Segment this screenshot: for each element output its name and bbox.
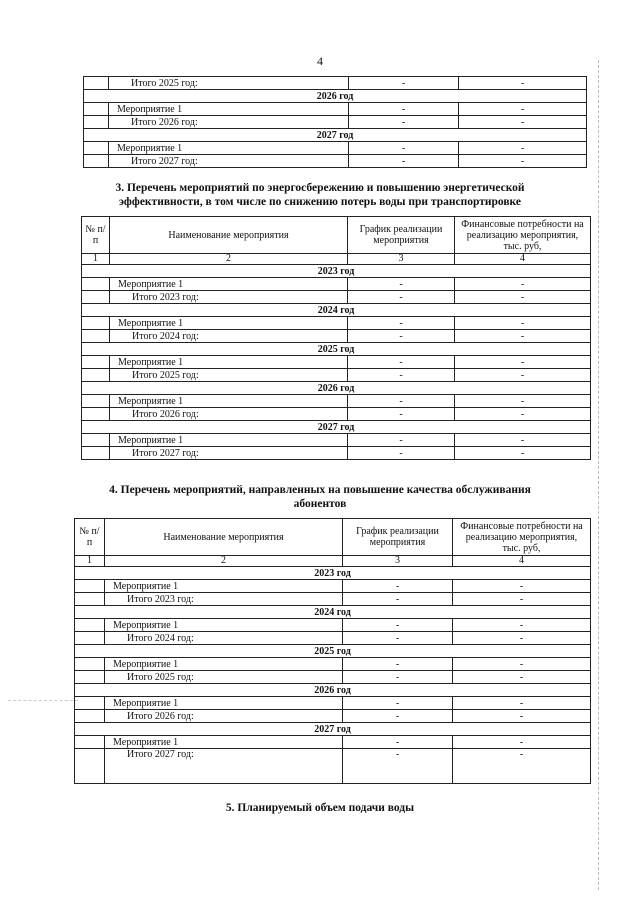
year-label: 2023 год: [82, 265, 591, 278]
column-number-row: [75, 556, 591, 567]
schedule-value: -: [349, 103, 459, 116]
measure-row: [75, 658, 591, 671]
measure-name: Мероприятие 1: [109, 142, 349, 155]
row-number-cell: [75, 749, 105, 784]
finance-value: -: [459, 142, 587, 155]
row-number-cell: [82, 369, 110, 382]
finance-value: -: [459, 103, 587, 116]
section-4-title-line-2: абонентов: [293, 498, 347, 510]
measure-name: Мероприятие 1: [105, 658, 343, 671]
finance-value: -: [455, 395, 591, 408]
total-row: [75, 749, 591, 784]
total-label: Итого 2026 год:: [110, 408, 348, 421]
total-label: Итого 2027 год:: [110, 447, 348, 460]
schedule-value: -: [343, 736, 453, 749]
finance-value: -: [455, 278, 591, 291]
row-number-cell: [75, 580, 105, 593]
measure-row: [75, 697, 591, 710]
total-row: [75, 593, 591, 606]
finance-value: -: [453, 671, 591, 684]
row-number-cell: [84, 116, 109, 129]
row-number-cell: [84, 155, 109, 168]
schedule-value: -: [343, 710, 453, 723]
schedule-value: -: [348, 278, 455, 291]
measure-row: [82, 278, 591, 291]
measure-row: [75, 619, 591, 632]
total-label: Итого 2025 год:: [105, 671, 343, 684]
measure-name: Мероприятие 1: [110, 356, 348, 369]
section-3-title-line-2: эффективности, в том числе по снижению потерь воды при транспортировке: [119, 196, 521, 208]
row-number-cell: [75, 619, 105, 632]
measure-name: Мероприятие 1: [105, 619, 343, 632]
measure-name: Мероприятие 1: [110, 317, 348, 330]
finance-value: -: [455, 317, 591, 330]
finance-value: -: [455, 434, 591, 447]
row-number-cell: [75, 671, 105, 684]
schedule-value: -: [343, 619, 453, 632]
schedule-value: -: [348, 408, 455, 421]
column-number-4: 4: [455, 254, 591, 265]
top-continuation-table: [83, 76, 587, 168]
row-number-cell: [82, 408, 110, 421]
total-row: [75, 671, 591, 684]
total-label: Итого 2026 год:: [105, 710, 343, 723]
section-4-title: [0, 483, 640, 511]
schedule-value: -: [343, 593, 453, 606]
schedule-value: -: [348, 356, 455, 369]
column-number-3: 3: [343, 556, 453, 567]
measure-name: Мероприятие 1: [109, 103, 349, 116]
year-row: [82, 421, 591, 434]
year-row: [84, 129, 587, 142]
year-row: [84, 90, 587, 103]
finance-value: -: [459, 116, 587, 129]
year-label: 2026 год: [84, 90, 587, 103]
section-4-title-line-1: 4. Перечень мероприятий, направленных на повышение качества обслуживания: [109, 484, 531, 496]
measure-row: [75, 580, 591, 593]
finance-value: -: [453, 580, 591, 593]
measure-name: Мероприятие 1: [105, 736, 343, 749]
row-number-cell: [82, 395, 110, 408]
header-finance: Финансовые потребности на реализацию мероприятия, тыс. руб,: [455, 217, 591, 254]
section-4-table: [74, 518, 591, 784]
measure-row: [84, 103, 587, 116]
measure-row: [82, 317, 591, 330]
total-row: [82, 408, 591, 421]
header-number: № п/п: [82, 217, 110, 254]
schedule-value: -: [343, 580, 453, 593]
total-label: Итого 2023 год:: [105, 593, 343, 606]
total-label: Итого 2027 год:: [105, 749, 343, 784]
schedule-value: -: [348, 395, 455, 408]
total-label: Итого 2023 год:: [110, 291, 348, 304]
section-5-title: 5. Планируемый объем подачи воды: [225, 802, 415, 814]
total-label: Итого 2024 год:: [110, 330, 348, 343]
year-row: [82, 343, 591, 356]
schedule-value: -: [348, 369, 455, 382]
page-number: 4: [317, 54, 323, 68]
finance-value: -: [459, 155, 587, 168]
finance-value: -: [455, 408, 591, 421]
schedule-value: -: [343, 658, 453, 671]
year-label: 2025 год: [75, 645, 591, 658]
row-number-cell: [84, 103, 109, 116]
year-row: [75, 723, 591, 736]
finance-value: -: [455, 330, 591, 343]
column-number-3: 3: [348, 254, 455, 265]
total-row: [82, 330, 591, 343]
schedule-value: -: [343, 697, 453, 710]
row-number-cell: [75, 736, 105, 749]
year-row: [75, 645, 591, 658]
column-number-row: [82, 254, 591, 265]
schedule-value: -: [348, 434, 455, 447]
year-row: [82, 382, 591, 395]
year-label: 2026 год: [82, 382, 591, 395]
schedule-value: -: [349, 142, 459, 155]
table-header-row: [75, 519, 591, 556]
measure-row: [82, 356, 591, 369]
finance-value: -: [453, 632, 591, 645]
column-number-2: 2: [105, 556, 343, 567]
scan-margin-line-right: [598, 60, 599, 890]
year-label: 2023 год: [75, 567, 591, 580]
header-schedule: График реализации мероприятия: [348, 217, 455, 254]
row-number-cell: [75, 632, 105, 645]
total-label: Итого 2024 год:: [105, 632, 343, 645]
row-number-cell: [82, 278, 110, 291]
year-label: 2024 год: [82, 304, 591, 317]
finance-value: -: [455, 356, 591, 369]
finance-value: -: [453, 593, 591, 606]
finance-value: -: [455, 447, 591, 460]
row-number-cell: [82, 291, 110, 304]
header-schedule: График реализации мероприятия: [343, 519, 453, 556]
section-3-table: [81, 216, 591, 460]
row-number-cell: [82, 330, 110, 343]
schedule-value: -: [348, 317, 455, 330]
year-label: 2025 год: [82, 343, 591, 356]
schedule-value: -: [343, 749, 453, 784]
row-number-cell: [75, 697, 105, 710]
total-row: [82, 291, 591, 304]
scan-margin-line-left: [8, 700, 78, 741]
schedule-value: -: [349, 116, 459, 129]
year-label: 2027 год: [75, 723, 591, 736]
table-header-row: [82, 217, 591, 254]
schedule-value: -: [349, 155, 459, 168]
year-row: [82, 265, 591, 278]
measure-name: Мероприятие 1: [105, 580, 343, 593]
section-3-title-line-1: 3. Перечень мероприятий по энергосбережению и повышению энергетической: [115, 182, 525, 194]
total-row: [84, 77, 587, 90]
schedule-value: -: [348, 447, 455, 460]
finance-value: -: [453, 736, 591, 749]
row-number-cell: [82, 434, 110, 447]
header-name: Наименование мероприятия: [110, 217, 348, 254]
row-number-cell: [82, 447, 110, 460]
finance-value: -: [459, 77, 587, 90]
section-3-title: [0, 181, 640, 209]
row-number-cell: [82, 317, 110, 330]
column-number-4: 4: [453, 556, 591, 567]
finance-value: -: [455, 369, 591, 382]
row-number-cell: [75, 710, 105, 723]
finance-value: -: [455, 291, 591, 304]
finance-value: -: [453, 697, 591, 710]
measure-name: Мероприятие 1: [105, 697, 343, 710]
column-number-1: 1: [75, 556, 105, 567]
row-number-cell: [82, 356, 110, 369]
total-label: Итого 2025 год:: [110, 369, 348, 382]
header-name: Наименование мероприятия: [105, 519, 343, 556]
year-label: 2026 год: [75, 684, 591, 697]
schedule-value: -: [343, 632, 453, 645]
total-row: [84, 155, 587, 168]
finance-value: -: [453, 619, 591, 632]
total-row: [75, 710, 591, 723]
total-row: [75, 632, 591, 645]
measure-row: [82, 434, 591, 447]
measure-name: Мероприятие 1: [110, 434, 348, 447]
total-row: [82, 447, 591, 460]
schedule-value: -: [348, 291, 455, 304]
header-finance: Финансовые потребности на реализацию мероприятия, тыс. руб,: [453, 519, 591, 556]
schedule-value: -: [343, 671, 453, 684]
total-row: [82, 369, 591, 382]
measure-row: [82, 395, 591, 408]
total-label: Итого 2027 год:: [109, 155, 349, 168]
column-number-2: 2: [110, 254, 348, 265]
measure-name: Мероприятие 1: [110, 278, 348, 291]
finance-value: -: [453, 749, 591, 784]
year-row: [75, 606, 591, 619]
schedule-value: -: [349, 77, 459, 90]
year-label: 2027 год: [84, 129, 587, 142]
total-label: Итого 2025 год:: [109, 77, 349, 90]
row-number-cell: [75, 658, 105, 671]
year-row: [82, 304, 591, 317]
year-label: 2027 год: [82, 421, 591, 434]
year-label: 2024 год: [75, 606, 591, 619]
row-number-cell: [75, 593, 105, 606]
header-number: № п/п: [75, 519, 105, 556]
finance-value: -: [453, 658, 591, 671]
total-row: [84, 116, 587, 129]
total-label: Итого 2026 год:: [109, 116, 349, 129]
schedule-value: -: [348, 330, 455, 343]
year-row: [75, 567, 591, 580]
measure-row: [75, 736, 591, 749]
row-number-cell: [84, 77, 109, 90]
measure-name: Мероприятие 1: [110, 395, 348, 408]
row-number-cell: [84, 142, 109, 155]
finance-value: -: [453, 710, 591, 723]
year-row: [75, 684, 591, 697]
column-number-1: 1: [82, 254, 110, 265]
measure-row: [84, 142, 587, 155]
